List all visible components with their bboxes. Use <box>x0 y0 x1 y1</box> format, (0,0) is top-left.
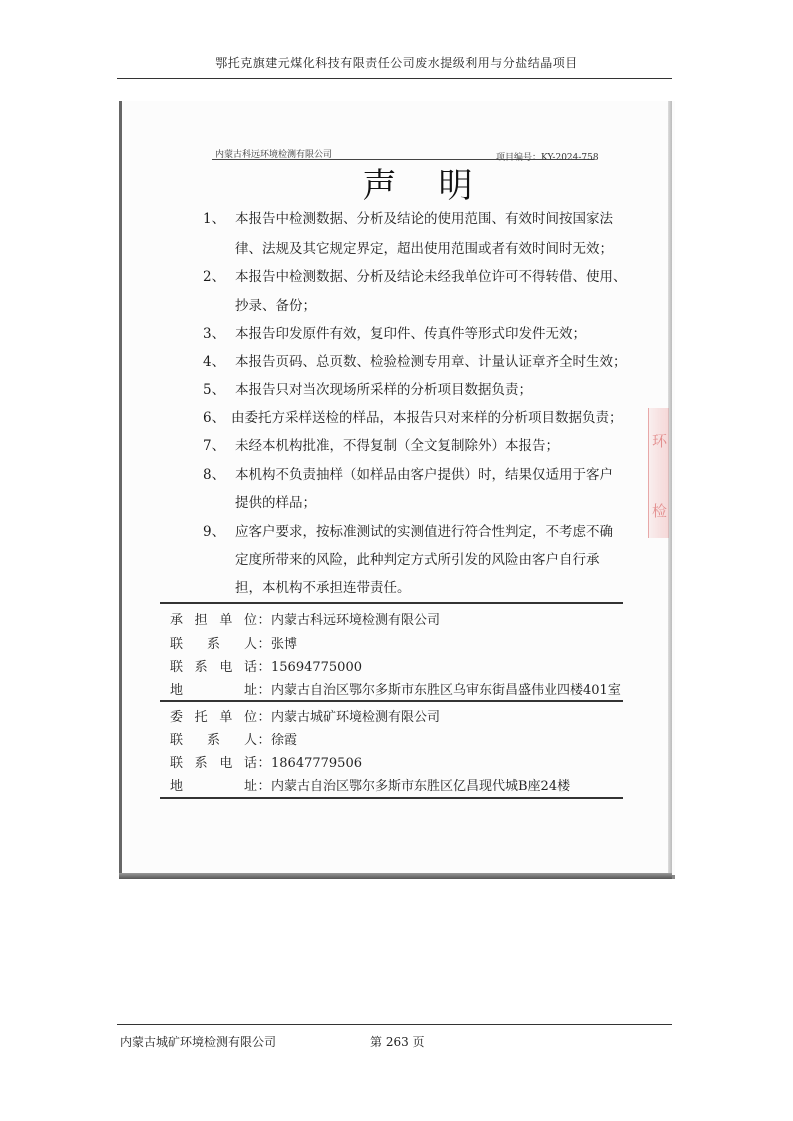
seal-char: 检 <box>652 502 668 520</box>
undertaker-phone-row: 联系电话：15694775000 <box>170 656 362 675</box>
client-phone-row: 联系电话：18647779506 <box>170 752 362 771</box>
clause-2 <box>203 265 627 285</box>
clause-1 <box>203 207 613 227</box>
clause-text: 应客户要求，按标准测试的实测值进行符合性判定，不考虑不确 <box>235 524 613 540</box>
info-divider-middle <box>160 700 623 702</box>
clause-number: 8、 <box>203 467 226 483</box>
clause-9-cont-1: 定度所带来的风险，此种判定方式所引发的风险由客户自行承 <box>235 552 600 568</box>
clause-text: 本报告只对当次现场所采样的分析项目数据负责； <box>235 382 532 398</box>
footer-company: 内蒙古城矿环境检测有限公司 <box>120 1035 277 1049</box>
clause-number: 6、 <box>203 410 226 426</box>
clause-text: 本报告中检测数据、分析及结论的使用范围、有效时间按国家法 <box>235 211 613 227</box>
seal-fragment <box>648 408 669 538</box>
field-value: 内蒙古科远环境检测有限公司 <box>271 613 441 628</box>
field-value: 张博 <box>271 637 298 652</box>
field-label: 地址 <box>170 683 257 698</box>
field-value: 内蒙古自治区鄂尔多斯市东胜区乌审东街昌盛伟业四楼401室 <box>271 683 621 698</box>
clause-4 <box>203 350 627 370</box>
scan-company-name: 内蒙古科远环境检测有限公司 <box>215 150 333 160</box>
project-number: 项目编号：KY-2024-758 <box>496 153 599 163</box>
clause-2-cont: 抄录、备份； <box>235 298 316 314</box>
undertaker-unit-row: 承担单位：内蒙古科远环境检测有限公司 <box>170 609 440 628</box>
page-header: 鄂托克旗建元煤化科技有限责任公司废水提级利用与分盐结晶项目 <box>215 56 578 70</box>
page-number: 第 263 页 <box>370 1035 425 1049</box>
clause-number: 4、 <box>203 354 226 370</box>
clause-number: 1、 <box>203 211 226 227</box>
field-label: 联系电话 <box>170 756 257 771</box>
declaration-title: 声明 <box>362 166 515 206</box>
field-label: 联系人 <box>170 733 257 748</box>
clause-text: 未经本机构批准，不得复制（全文复制除外）本报告； <box>235 438 559 454</box>
client-contact-row: 联系人：徐霞 <box>170 729 297 748</box>
clause-text: 由委托方采样送检的样品，本报告只对来样的分析项目数据负责； <box>231 410 623 426</box>
clause-text: 本报告印发原件有效，复印件、传真件等形式印发件无效； <box>235 326 586 342</box>
field-label: 地址 <box>170 779 257 794</box>
clause-9 <box>203 520 613 540</box>
client-unit-row: 委托单位：内蒙古城矿环境检测有限公司 <box>170 706 440 725</box>
clause-text: 本报告中检测数据、分析及结论未经我单位许可不得转借、使用、 <box>235 269 627 285</box>
clause-number: 7、 <box>203 438 226 454</box>
field-value: 15694775000 <box>271 660 362 675</box>
clause-6 <box>203 406 623 426</box>
header-divider <box>117 78 672 79</box>
clause-number: 5、 <box>203 382 226 398</box>
clause-1-cont: 律、法规及其它规定界定，超出使用范围或者有效时间时无效； <box>235 241 613 257</box>
field-label: 承担单位 <box>170 613 257 628</box>
info-divider-bottom <box>160 797 623 799</box>
clause-9-cont-2: 担，本机构不承担连带责任。 <box>235 580 411 596</box>
clause-8-cont: 提供的样品； <box>235 495 316 511</box>
undertaker-address-row: 地址：内蒙古自治区鄂尔多斯市东胜区乌审东街昌盛伟业四楼401室 <box>170 679 621 698</box>
footer-divider <box>117 1024 672 1025</box>
clause-number: 9、 <box>203 524 226 540</box>
field-value: 徐霞 <box>271 733 298 748</box>
client-address-row: 地址：内蒙古自治区鄂尔多斯市东胜区亿昌现代城B座24楼 <box>170 775 570 794</box>
field-value: 18647779506 <box>271 756 362 771</box>
clause-number: 3、 <box>203 326 226 342</box>
info-divider-top <box>160 602 623 604</box>
clause-8 <box>203 463 613 483</box>
field-value: 内蒙古自治区鄂尔多斯市东胜区亿昌现代城B座24楼 <box>271 779 571 794</box>
field-value: 内蒙古城矿环境检测有限公司 <box>271 710 441 725</box>
seal-char: 环 <box>652 432 668 450</box>
undertaker-contact-row: 联系人：张博 <box>170 633 297 652</box>
field-label: 委托单位 <box>170 710 257 725</box>
clause-7 <box>203 434 559 454</box>
field-label: 联系电话 <box>170 660 257 675</box>
scan-bottom-edge <box>119 873 672 879</box>
clause-number: 2、 <box>203 269 226 285</box>
clause-text: 本报告页码、总页数、检验检测专用章、计量认证章齐全时生效； <box>235 354 627 370</box>
clause-3 <box>203 322 586 342</box>
clause-text: 本机构不负责抽样（如样品由客户提供）时，结果仅适用于客户 <box>235 467 613 483</box>
clause-5 <box>203 378 532 398</box>
field-label: 联系人 <box>170 637 257 652</box>
